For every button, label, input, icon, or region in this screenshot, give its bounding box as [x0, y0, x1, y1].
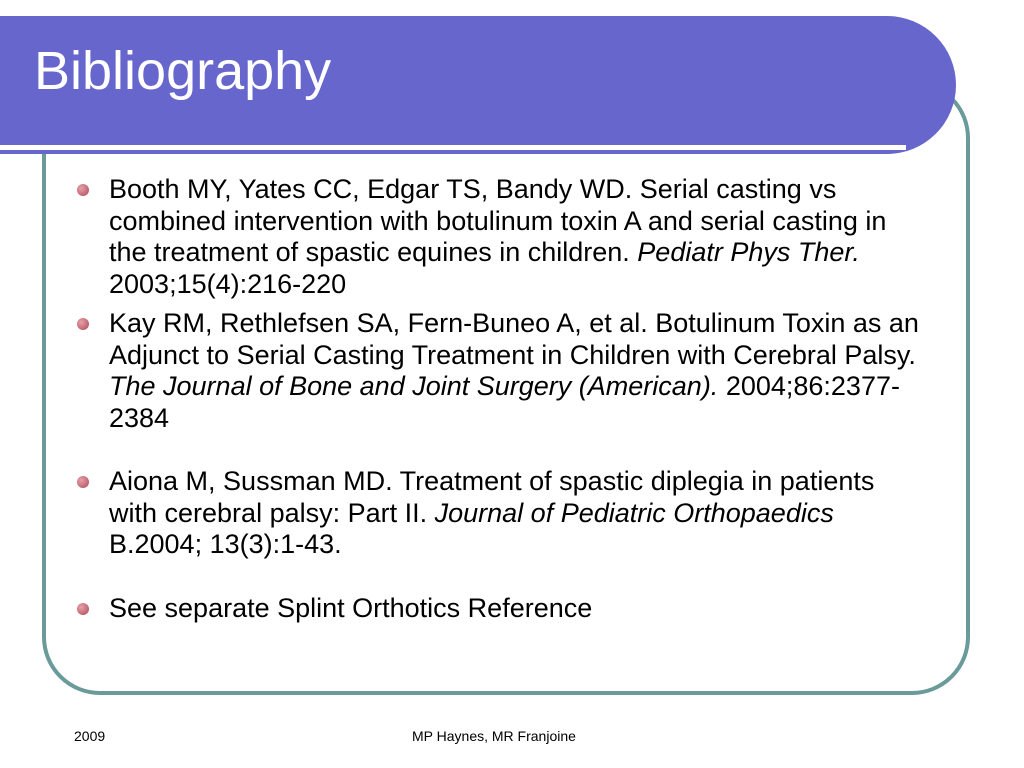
reference-text: Kay RM, Rethlefsen SA, Fern-Buneo A, et al. Botulinum Toxin as an Adjunct to Serial Casting Treatment in Children with Cerebral Palsy. — [109, 308, 919, 370]
reference-item-booth — [70, 174, 920, 300]
reference-journal: The Journal of Bone and Joint Surgery (American). — [109, 371, 719, 401]
reference-item-kay — [70, 308, 920, 434]
reference-journal: Journal of Pediatric Orthopaedics — [434, 497, 834, 528]
reference-text: Booth MY, Yates CC, Edgar TS, Bandy WD. Serial casting vs combined intervention with botulinum toxin A and serial casting in the treatment of spastic equines in children. — [109, 174, 887, 267]
reference-citation: B.2004; 13(3):1-43. — [109, 529, 342, 559]
title-underline — [0, 145, 906, 150]
reference-journal: Pediatr Phys Ther. — [637, 237, 860, 267]
bullet-dot-icon — [77, 476, 89, 488]
reference-item-splint-orthotics — [70, 593, 920, 625]
slide-title: Bibliography — [34, 41, 332, 101]
footer-date: 2009 — [74, 728, 106, 744]
reference-citation: 2003;15(4):216-220 — [109, 268, 347, 299]
reference-text: See separate Splint Orthotics Reference — [109, 592, 593, 623]
reference-text: Aiona M, Sussman MD. Treatment of spastic diplegia in patients with cerebral palsy: Part II. — [109, 466, 875, 528]
bullet-dot-icon — [77, 184, 89, 196]
bullet-dot-icon — [77, 603, 89, 615]
reference-item-aiona — [70, 466, 920, 561]
bibliography-list — [70, 174, 920, 632]
bullet-dot-icon — [77, 318, 89, 330]
reference-citation: 2004;86:2377-2384 — [109, 371, 900, 433]
footer-authors: MP Haynes, MR Franjoine — [412, 728, 576, 744]
